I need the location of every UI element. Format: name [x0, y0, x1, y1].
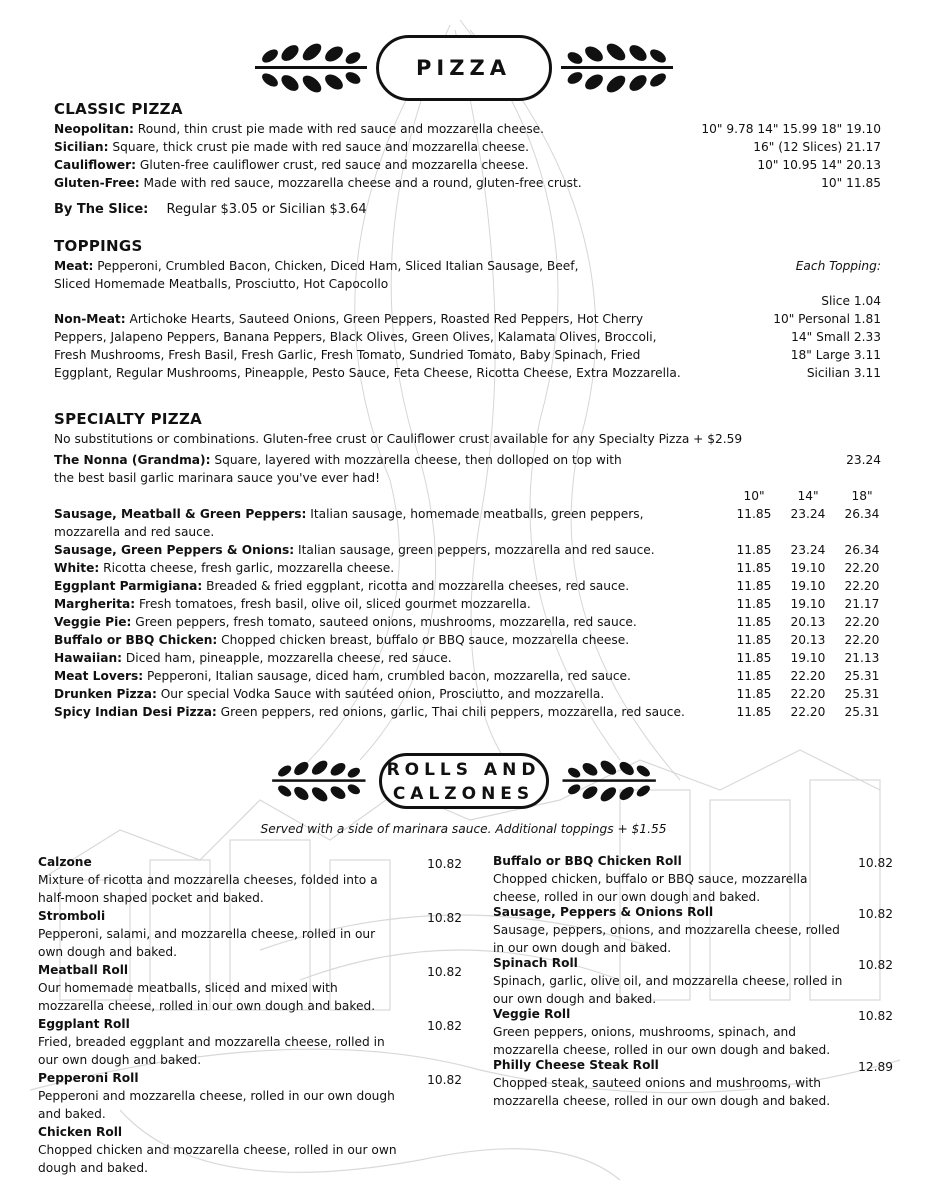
specialty-item — [54, 649, 452, 667]
roll-desc: Green peppers, onions, mushrooms, spinach, and mozzarella cheese, rolled in our own dough and baked. — [493, 1025, 831, 1057]
slice-label: By The Slice: — [54, 202, 149, 217]
item-desc: Italian sausage, green peppers, mozzarella and red sauce. — [294, 543, 655, 557]
item-price: 23.24 — [790, 543, 826, 557]
rolls-title — [379, 753, 549, 809]
roll-desc: Chopped chicken and mozzarella cheese, rolled in our own dough and baked. — [38, 1143, 397, 1175]
roll-name: Pepperoni Roll — [38, 1071, 139, 1085]
specialty-item — [54, 505, 644, 523]
rolls-title-line2: CALZONES — [392, 784, 535, 804]
item-price: 25.31 — [844, 669, 880, 683]
item-price: 22.20 — [790, 669, 826, 683]
each-topping-label: Each Topping: — [795, 259, 881, 273]
item-desc-cont: mozzarella and red sauce. — [54, 525, 215, 539]
item-desc: Square, layered with mozzarella cheese, then dolloped on top with — [210, 453, 622, 467]
roll-desc: Spinach, garlic, olive oil, and mozzarella cheese, rolled in our own dough and baked. — [493, 974, 843, 1006]
meat-list: Pepperoni, Crumbled Bacon, Chicken, Diced Ham, Sliced Italian Sausage, Beef, — [93, 259, 579, 273]
item-name: Buffalo or BBQ Chicken: — [54, 633, 218, 647]
size-header-14: 14" — [797, 489, 819, 503]
roll-desc: Sausage, peppers, onions, and mozzarella cheese, rolled in our own dough and baked. — [493, 923, 840, 955]
roll-price: 10.82 — [427, 911, 462, 925]
item-name: The Nonna (Grandma): — [54, 453, 211, 467]
leaf-ornament-right-icon — [555, 756, 665, 806]
nonmeat-toppings — [54, 310, 643, 328]
meat-label: Meat: — [54, 259, 94, 273]
by-the-slice — [54, 201, 367, 219]
item-name: Sicilian: — [54, 140, 109, 154]
item-desc: Ricotta cheese, fresh garlic, mozzarella cheese. — [99, 561, 395, 575]
leaf-ornament-left-icon — [263, 756, 373, 806]
nonmeat-list-cont: Peppers, Jalapeno Peppers, Banana Peppers, Black Olives, Green Olives, Kalamata Olives, Broccoli, — [54, 330, 657, 344]
specialty-item — [54, 595, 531, 613]
item-desc: Square, thick crust pie made with red sauce and mozzarella cheese. — [108, 140, 530, 154]
roll-name: Meatball Roll — [38, 963, 129, 977]
item-name: Veggie Pie: — [54, 615, 132, 629]
item-name: Sausage, Green Peppers & Onions: — [54, 543, 295, 557]
roll-name: Eggplant Roll — [38, 1017, 130, 1031]
classic-item — [54, 120, 544, 138]
nonna-pizza — [54, 451, 622, 469]
item-price: 23.24 — [790, 507, 826, 521]
item-desc: Diced ham, pineapple, mozzarella cheese, red sauce. — [122, 651, 452, 665]
nonmeat-label: Non-Meat: — [54, 312, 126, 326]
roll-price: 10.82 — [858, 1009, 893, 1023]
item-price: 21.13 — [844, 651, 880, 665]
item-desc: Green peppers, fresh tomato, sauteed onions, mushrooms, mozzarella, red sauce. — [131, 615, 637, 629]
item-desc: Breaded & fried eggplant, ricotta and mozzarella cheeses, red sauce. — [202, 579, 630, 593]
item-price: 11.85 — [736, 561, 772, 575]
size-header-18: 18" — [851, 489, 873, 503]
item-price: 22.20 — [844, 579, 880, 593]
specialty-item — [54, 577, 629, 595]
item-price: 22.20 — [844, 615, 880, 629]
roll-desc: Chopped chicken, buffalo or BBQ sauce, mozzarella cheese, rolled in our own dough and baked. — [493, 872, 808, 904]
topping-price: 14" Small 2.33 — [791, 330, 881, 344]
specialty-item — [54, 559, 394, 577]
item-price: 11.85 — [736, 579, 772, 593]
item-desc: Green peppers, red onions, garlic, Thai chili peppers, mozzarella, red sauce. — [216, 705, 685, 719]
classic-item — [54, 138, 529, 156]
classic-item — [54, 174, 582, 192]
rolls-note: Served with a side of marinara sauce. Additional toppings + $1.55 — [260, 822, 667, 836]
item-price: 11.85 — [736, 615, 772, 629]
item-price: 20.13 — [790, 615, 826, 629]
item-price: 11.85 — [736, 633, 772, 647]
item-name: Sausage, Meatball & Green Peppers: — [54, 507, 307, 521]
item-desc: Made with red sauce, mozzarella cheese and a round, gluten-free crust. — [139, 176, 582, 190]
item-price: 11.85 — [736, 669, 772, 683]
item-price: 22.20 — [790, 687, 826, 701]
meat-toppings — [54, 257, 578, 275]
item-price: 10" 10.95 14" 20.13 — [757, 158, 881, 172]
item-price: 11.85 — [736, 597, 772, 611]
item-price: 19.10 — [790, 579, 826, 593]
topping-price: Slice 1.04 — [821, 294, 881, 308]
item-desc: Gluten-free cauliflower crust, red sauce and mozzarella cheese. — [136, 158, 529, 172]
item-name: Spicy Indian Desi Pizza: — [54, 705, 217, 719]
item-price: 11.85 — [736, 705, 772, 719]
topping-price: 18" Large 3.11 — [790, 348, 881, 362]
item-price: 25.31 — [844, 705, 880, 719]
nonna-price: 23.24 — [846, 453, 881, 467]
rolls-header — [0, 750, 927, 812]
roll-price: 10.82 — [427, 857, 462, 871]
item-desc: Fresh tomatoes, fresh basil, olive oil, sliced gourmet mozzarella. — [135, 597, 531, 611]
roll-desc: Pepperoni and mozzarella cheese, rolled in our own dough and baked. — [38, 1089, 395, 1121]
roll-name: Stromboli — [38, 909, 106, 923]
item-price: 19.10 — [790, 597, 826, 611]
item-desc: Chopped chicken breast, buffalo or BBQ sauce, mozzarella cheese. — [217, 633, 630, 647]
roll-desc: Fried, breaded eggplant and mozzarella cheese, rolled in our own dough and baked. — [38, 1035, 385, 1067]
specialty-note: No substitutions or combinations. Gluten-free crust or Cauliflower crust available for any Specialty Pizza + $2.59 — [54, 432, 743, 446]
topping-price: Sicilian 3.11 — [806, 366, 881, 380]
item-desc: Pepperoni, Italian sausage, diced ham, crumbled bacon, mozzarella, red sauce. — [143, 669, 631, 683]
item-price: 16" (12 Slices) 21.17 — [753, 140, 881, 154]
classic-pizza-title: CLASSIC PIZZA — [54, 100, 183, 118]
item-name: Drunken Pizza: — [54, 687, 157, 701]
item-price: 11.85 — [736, 543, 772, 557]
roll-price: 12.89 — [858, 1060, 893, 1074]
item-name: Neopolitan: — [54, 122, 134, 136]
item-price: 19.10 — [790, 561, 826, 575]
leaf-ornament-left-icon — [250, 38, 370, 98]
item-price: 26.34 — [844, 507, 880, 521]
topping-price: 10" Personal 1.81 — [773, 312, 881, 326]
specialty-item — [54, 541, 655, 559]
meat-list-cont: Sliced Homemade Meatballs, Prosciutto, Hot Capocollo — [54, 277, 389, 291]
item-name: Cauliflower: — [54, 158, 137, 172]
roll-name: Veggie Roll — [493, 1007, 571, 1021]
roll-price: 10.82 — [427, 965, 462, 979]
roll-price: 10.82 — [427, 1073, 462, 1087]
item-price: 26.34 — [844, 543, 880, 557]
rolls-title-line1: ROLLS AND — [386, 760, 541, 780]
nonmeat-list: Artichoke Hearts, Sauteed Onions, Green Peppers, Roasted Red Peppers, Hot Cherry — [125, 312, 644, 326]
leaf-ornament-right-icon — [558, 38, 678, 98]
item-price: 22.20 — [790, 705, 826, 719]
item-name: Hawaiian: — [54, 651, 123, 665]
nonmeat-list-cont: Fresh Mushrooms, Fresh Basil, Fresh Garlic, Fresh Tomato, Sundried Tomato, Baby Spinach, Fried — [54, 348, 641, 362]
item-name: Gluten-Free: — [54, 176, 140, 190]
slice-prices: Regular $3.05 or Sicilian $3.64 — [166, 202, 367, 217]
specialty-item — [54, 685, 604, 703]
roll-price: 10.82 — [427, 1019, 462, 1033]
toppings-title: TOPPINGS — [54, 237, 143, 255]
roll-name: Buffalo or BBQ Chicken Roll — [493, 854, 682, 868]
item-name: Meat Lovers: — [54, 669, 144, 683]
item-price: 10" 11.85 — [821, 176, 881, 190]
roll-desc: Chopped steak, sauteed onions and mushrooms, with mozzarella cheese, rolled in our own dough and baked. — [493, 1076, 831, 1108]
item-name: Margherita: — [54, 597, 136, 611]
item-price: 22.20 — [844, 633, 880, 647]
item-price: 22.20 — [844, 561, 880, 575]
roll-price: 10.82 — [858, 907, 893, 921]
item-price: 11.85 — [736, 507, 772, 521]
roll-desc: Mixture of ricotta and mozzarella cheeses, folded into a half-moon shaped pocket and baked. — [38, 873, 378, 905]
item-price: 11.85 — [736, 651, 772, 665]
nonmeat-list-cont: Eggplant, Regular Mushrooms, Pineapple, Pesto Sauce, Feta Cheese, Ricotta Cheese, Extra Mozzarella. — [54, 366, 681, 380]
roll-desc: Our homemade meatballs, sliced and mixed with mozzarella cheese, rolled in our own dough and baked. — [38, 981, 376, 1013]
item-desc: Italian sausage, homemade meatballs, green peppers, — [306, 507, 644, 521]
pizza-title: PIZZA — [376, 35, 552, 101]
roll-price: 10.82 — [858, 856, 893, 870]
item-name: Eggplant Parmigiana: — [54, 579, 203, 593]
roll-price: 10.82 — [858, 958, 893, 972]
roll-name: Sausage, Peppers & Onions Roll — [493, 905, 714, 919]
nonna-desc-cont: the best basil garlic marinara sauce you've ever had! — [54, 471, 381, 485]
roll-name: Chicken Roll — [38, 1125, 123, 1139]
specialty-item — [54, 703, 685, 721]
specialty-item — [54, 631, 629, 649]
item-price: 20.13 — [790, 633, 826, 647]
item-desc: Our special Vodka Sauce with sautéed onion, Prosciutto, and mozzarella. — [156, 687, 605, 701]
specialty-item — [54, 613, 637, 631]
specialty-item — [54, 667, 631, 685]
item-name: White: — [54, 561, 100, 575]
item-price: 10" 9.78 14" 15.99 18" 19.10 — [701, 122, 881, 136]
item-price: 11.85 — [736, 687, 772, 701]
item-price: 19.10 — [790, 651, 826, 665]
classic-item — [54, 156, 529, 174]
roll-name: Spinach Roll — [493, 956, 578, 970]
roll-name: Calzone — [38, 855, 92, 869]
pizza-header — [0, 30, 927, 106]
item-price: 21.17 — [844, 597, 880, 611]
roll-desc: Pepperoni, salami, and mozzarella cheese, rolled in our own dough and baked. — [38, 927, 376, 959]
roll-name: Philly Cheese Steak Roll — [493, 1058, 659, 1072]
size-header-10: 10" — [743, 489, 765, 503]
item-price: 25.31 — [844, 687, 880, 701]
item-desc: Round, thin crust pie made with red sauce and mozzarella cheese. — [133, 122, 545, 136]
specialty-pizza-title: SPECIALTY PIZZA — [54, 410, 203, 428]
